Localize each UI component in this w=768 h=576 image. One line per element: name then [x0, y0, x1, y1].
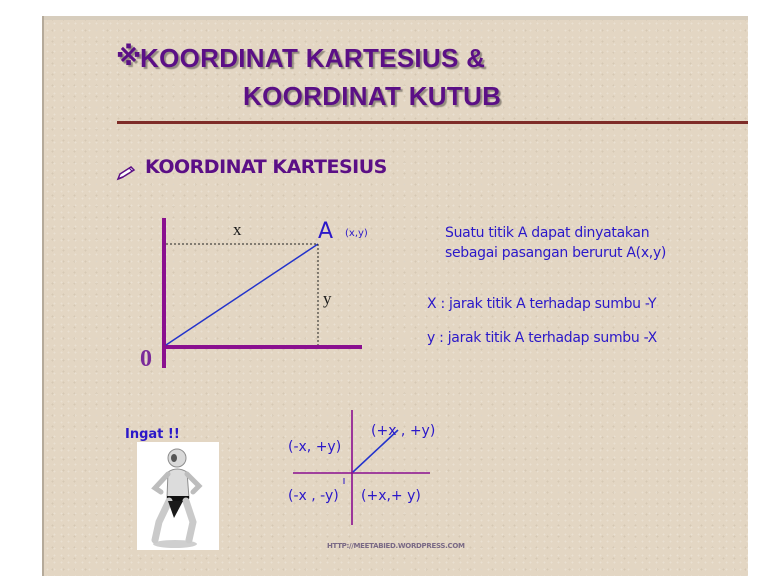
y-label: y — [323, 289, 332, 308]
section-heading: KOORDINAT KARTESIUS — [145, 156, 387, 178]
x-label: x — [233, 220, 242, 239]
footer-url: HTTP://MEETABIED.WORDPRESS.COM — [327, 542, 465, 550]
title-line-2: KOORDINAT KUTUB — [243, 81, 502, 111]
point-a-label: A — [318, 219, 334, 244]
quadrant-4-label: (+x,+ y) — [361, 488, 421, 504]
quadrant-1-label: (+x , +y) — [371, 423, 436, 439]
quadrant-2-label: (-x, +y) — [288, 439, 342, 455]
origin-label: 0 — [140, 346, 152, 372]
description-line-1: Suatu titik A dapat dinyatakan — [445, 225, 650, 241]
description-line-2: sebagai pasangan berurut A(x,y) — [445, 245, 667, 261]
quadrant-3-label: (-x , -y) — [288, 488, 339, 504]
title-reference-mark-icon: ※ — [116, 42, 142, 72]
x-definition: X : jarak titik A terhadap sumbu -Y — [427, 296, 657, 312]
y-definition: y : jarak titik A terhadap sumbu -X — [427, 330, 657, 346]
point-a-coords: (x,y) — [345, 228, 368, 239]
reminder-label: Ingat !! — [125, 427, 180, 442]
title-line-1: KOORDINAT KARTESIUS & — [140, 43, 486, 73]
